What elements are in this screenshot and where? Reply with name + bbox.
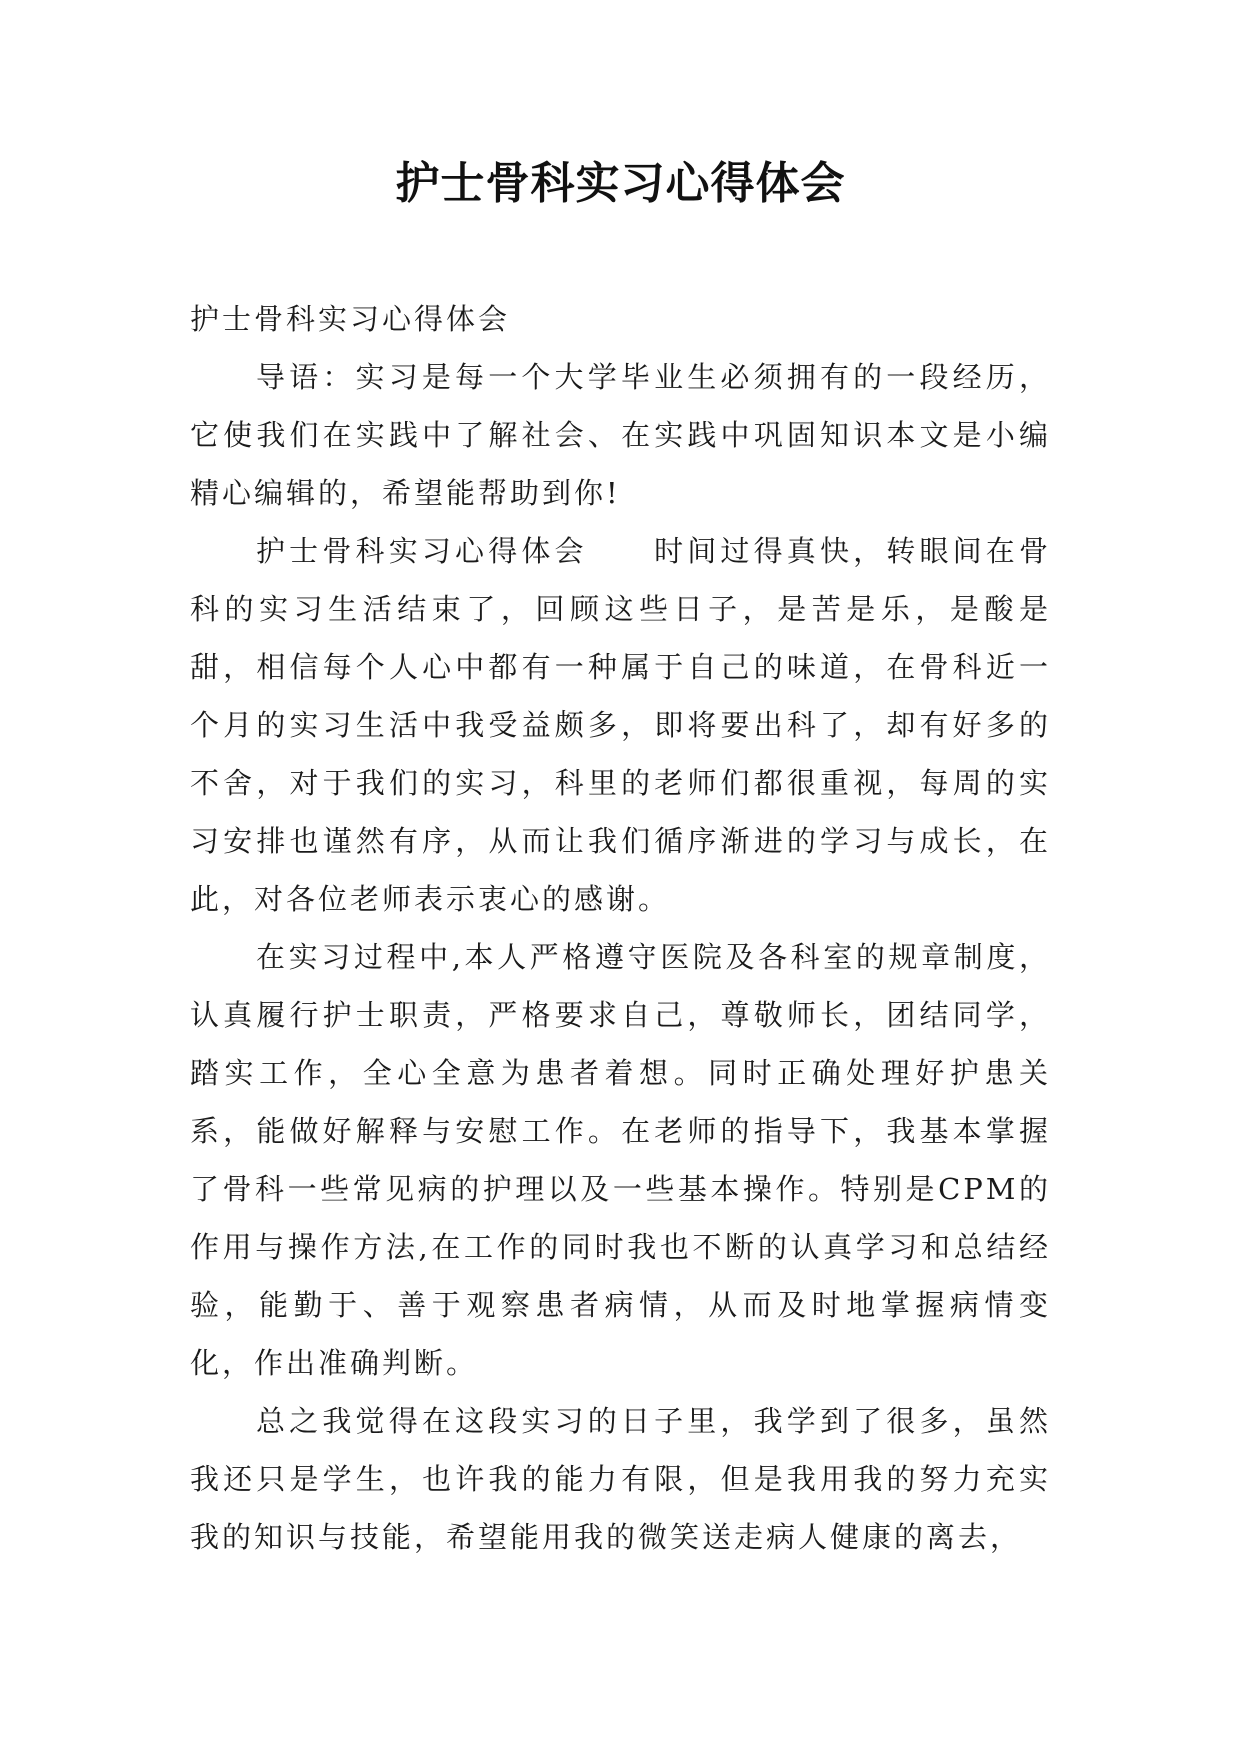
document-body bbox=[190, 290, 1051, 1566]
paragraph-process: 在实习过程中,本人严格遵守医院及各科室的规章制度，认真履行护士职责，严格要求自己，尊敬师长，团结同学，踏实工作，全心全意为患者着想。同时正确处理好护患关系，能做好解释与安慰工作。在老师的指导下，我基本掌握了骨科一些常见病的护理以及一些基本操作。特别是CPM的作用与操作方法,在工作的同时我也不断的认真学习和总结经验，能勤于、善于观察患者病情，从而及时地掌握病情变化，作出准确判断。 bbox=[190, 940, 1051, 1380]
paragraph-main: 护士骨科实习心得体会 时间过得真快，转眼间在骨科的实习生活结束了，回顾这些日子，是苦是乐，是酸是甜，相信每个人心中都有一种属于自己的味道，在骨科近一个月的实习生活中我受益颇多，即将要出科了，却有好多的不舍，对于我们的实习，科里的老师们都很重视，每周的实习安排也谨然有序，从而让我们循序渐进的学习与成长，在此，对各位老师表示衷心的感谢。 bbox=[190, 534, 1051, 916]
document-title: 护士骨科实习心得体会 bbox=[395, 158, 846, 209]
paragraph-intro: 导语：实习是每一个大学毕业生必须拥有的一段经历，它使我们在实践中了解社会、在实践中巩固知识本文是小编精心编辑的，希望能帮助到你! bbox=[190, 360, 1051, 510]
paragraph-summary: 总之我觉得在这段实习的日子里，我学到了很多，虽然我还只是学生，也许我的能力有限，但是我用我的努力充实我的知识与技能，希望能用我的微笑送走病人健康的离去， bbox=[190, 1404, 1051, 1554]
document-subtitle: 护士骨科实习心得体会 bbox=[190, 302, 511, 336]
